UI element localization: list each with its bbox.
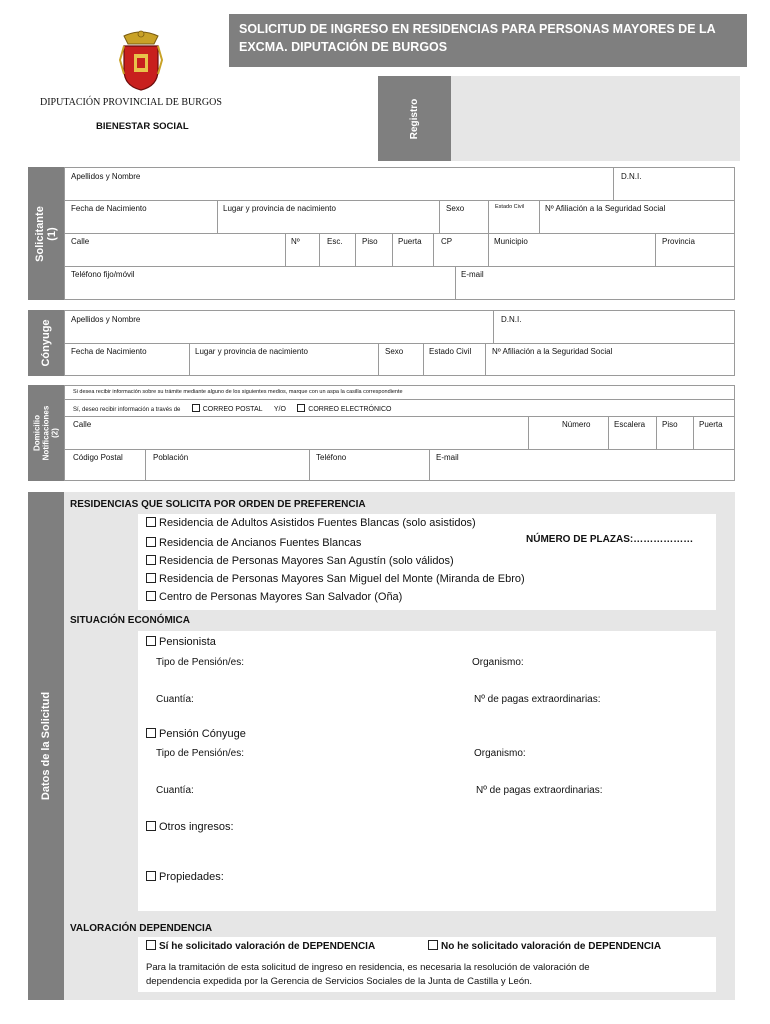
pensionista-cuantia-field[interactable]: Cuantía: [156, 694, 194, 705]
residencia-option-4[interactable]: Residencia de Personas Mayores San Miguel del Monte (Miranda de Ebro) [146, 573, 525, 585]
solicitante-municipio-field[interactable]: Municipio [494, 237, 528, 246]
conyuge-dni-field[interactable]: D.N.I. [501, 315, 522, 324]
conyuge-pagas-field[interactable]: Nº de pagas extraordinarias: [476, 785, 603, 796]
solicitante-fecha-field[interactable]: Fecha de Nacimiento [71, 204, 147, 213]
conyuge-sexo-field[interactable]: Sexo [385, 347, 404, 356]
residencia-3-checkbox[interactable] [146, 555, 156, 565]
no-dependencia-checkbox[interactable] [428, 940, 438, 950]
solicitante-sexo-field[interactable]: Sexo [446, 204, 465, 213]
residencia-option-2[interactable]: Residencia de Ancianos Fuentes Blancas [146, 537, 361, 549]
solicitante-sidebar [28, 167, 64, 300]
conyuge-fecha-field[interactable]: Fecha de Nacimiento [71, 347, 147, 356]
domicilio-sidebar-label: Domicilio Notificaciones (2) [32, 405, 60, 461]
conyuge-cuantia-field[interactable]: Cuantía: [156, 785, 194, 796]
solicitante-apellidos-field[interactable]: Apellidos y Nombre [71, 172, 141, 181]
solicitante-afiliacion-field[interactable]: Nº Afiliación a la Seguridad Social [545, 204, 666, 213]
solicitante-email-field[interactable]: E-mail [461, 270, 484, 279]
solicitante-calle-field[interactable]: Calle [71, 237, 90, 246]
conyuge-organismo-field[interactable]: Organismo: [474, 748, 526, 759]
correo-postal-label: CORREO POSTAL [202, 406, 263, 413]
residencias-box [138, 514, 716, 610]
solicitante-provincia-field[interactable]: Provincia [662, 237, 695, 246]
residencias-title: RESIDENCIAS QUE SOLICITA POR ORDEN DE PREFERENCIA [70, 499, 366, 510]
domicilio-sidebar [28, 385, 64, 481]
domicilio-info-note: Si desea recibir información sobre su trámite mediante alguno de los siguientes medios, marque con un aspa la casilla correspondiente [73, 389, 403, 395]
conyuge-estado-civil-field[interactable]: Estado Civil [429, 347, 472, 356]
solicitante-sidebar-label: Solicitante (1) [34, 205, 58, 262]
pensionista-organismo-field[interactable]: Organismo: [472, 657, 524, 668]
solicitante-esc-field[interactable]: Esc. [327, 237, 343, 246]
form-title-line1: SOLICITUD DE INGRESO EN RESIDENCIAS PARA PERSONAS MAYORES DE LA [239, 22, 716, 36]
pensionista-pagas-field[interactable]: Nº de pagas extraordinarias: [474, 694, 601, 705]
pensionista-tipo-field[interactable]: Tipo de Pensión/es: [156, 657, 245, 668]
correo-electronico-label: CORREO ELECTRÓNICO [308, 406, 392, 413]
no-dependencia-option[interactable]: No he solicitado valoración de DEPENDENCIA [428, 940, 661, 952]
residencia-4-checkbox[interactable] [146, 573, 156, 583]
domicilio-medio-row [73, 404, 392, 413]
solicitud-panel [64, 492, 735, 1000]
otros-ingresos-checkbox[interactable] [146, 821, 156, 831]
conyuge-sidebar-label: Cónyuge [40, 319, 52, 367]
y-o-label: Y/O [273, 406, 286, 413]
solicitante-lugar-field[interactable]: Lugar y provincia de nacimiento [223, 204, 336, 213]
residencia-option-3[interactable]: Residencia de Personas Mayores San Agustín (solo válidos) [146, 555, 454, 567]
otros-ingresos-option[interactable]: Otros ingresos: [146, 821, 234, 833]
pensionista-checkbox[interactable] [146, 636, 156, 646]
dependencia-title: VALORACIÓN DEPENDENCIA [70, 923, 213, 934]
registro-label: Registro [408, 98, 420, 139]
coat-of-arms-logo [118, 30, 164, 92]
conyuge-apellidos-field[interactable]: Apellidos y Nombre [71, 315, 141, 324]
conyuge-lugar-field[interactable]: Lugar y provincia de nacimiento [195, 347, 308, 356]
solicitud-sidebar [28, 492, 64, 1000]
pension-conyuge-checkbox[interactable] [146, 728, 156, 738]
conyuge-afiliacion-field[interactable]: Nº Afiliación a la Seguridad Social [492, 347, 613, 356]
domicilio-cp-field[interactable]: Código Postal [73, 453, 123, 462]
domicilio-email-field[interactable]: E-mail [436, 453, 459, 462]
correo-postal-checkbox[interactable] [192, 404, 200, 412]
registro-tab [378, 76, 451, 161]
solicitante-puerta-field[interactable]: Puerta [398, 237, 422, 246]
form-title-banner [229, 14, 747, 67]
domicilio-poblacion-field[interactable]: Población [153, 453, 189, 462]
economica-title: SITUACIÓN ECONÓMICA [70, 615, 190, 626]
pension-conyuge-option[interactable]: Pensión Cónyuge [146, 728, 246, 740]
conyuge-tipo-field[interactable]: Tipo de Pensión/es: [156, 748, 245, 759]
si-dependencia-option[interactable]: Sí he solicitado valoración de DEPENDENCIA [146, 940, 375, 952]
domicilio-telefono-field[interactable]: Teléfono [316, 453, 347, 462]
residencia-2-checkbox[interactable] [146, 537, 156, 547]
solicitante-telefono-field[interactable]: Teléfono fijo/móvil [71, 270, 135, 279]
numero-plazas-field[interactable]: NÚMERO DE PLAZAS:……………… [526, 534, 694, 545]
org-name: DIPUTACIÓN PROVINCIAL DE BURGOS [40, 97, 222, 108]
residencia-option-5[interactable]: Centro de Personas Mayores San Salvador (Oña) [146, 591, 402, 603]
conyuge-form [64, 310, 735, 376]
residencia-5-checkbox[interactable] [146, 591, 156, 601]
domicilio-numero-field[interactable]: Número [562, 420, 591, 429]
propiedades-checkbox[interactable] [146, 871, 156, 881]
registro-stamp-area[interactable] [451, 76, 740, 161]
si-dependencia-checkbox[interactable] [146, 940, 156, 950]
economica-box [138, 631, 716, 911]
conyuge-sidebar [28, 310, 64, 376]
solicitante-estado-civil-field[interactable]: Estado Civil [495, 204, 525, 210]
solicitante-numero-field[interactable]: Nº [291, 237, 300, 246]
pensionista-option[interactable]: Pensionista [146, 636, 216, 648]
domicilio-puerta-field[interactable]: Puerta [699, 420, 723, 429]
dependencia-note: Para la tramitación de esta solicitud de ingreso en residencia, es necesaria la resolución de valoración de dependencia expedida por la Gerencia de Servicios Sociales de la Junta de Castilla y León. [146, 962, 590, 987]
solicitante-piso-field[interactable]: Piso [362, 237, 378, 246]
propiedades-option[interactable]: Propiedades: [146, 871, 224, 883]
domicilio-piso-field[interactable]: Piso [662, 420, 678, 429]
domicilio-deseo-label: Sí, deseo recibir información a través de [73, 407, 181, 413]
dependencia-box [138, 937, 716, 992]
domicilio-escalera-field[interactable]: Escalera [614, 420, 646, 429]
domicilio-form [64, 385, 735, 481]
solicitud-sidebar-label: Datos de la Solicitud [40, 691, 52, 801]
correo-electronico-checkbox[interactable] [297, 404, 305, 412]
residencia-1-checkbox[interactable] [146, 517, 156, 527]
domicilio-calle-field[interactable]: Calle [73, 420, 92, 429]
department-name: BIENESTAR SOCIAL [96, 121, 189, 132]
solicitante-form [64, 167, 735, 300]
solicitante-dni-field[interactable]: D.N.I. [621, 172, 642, 181]
residencia-option-1[interactable]: Residencia de Adultos Asistidos Fuentes Blancas (solo asistidos) [146, 517, 476, 529]
form-title-line2: EXCMA. DIPUTACIÓN DE BURGOS [239, 40, 448, 54]
solicitante-cp-field[interactable]: CP [441, 237, 453, 246]
